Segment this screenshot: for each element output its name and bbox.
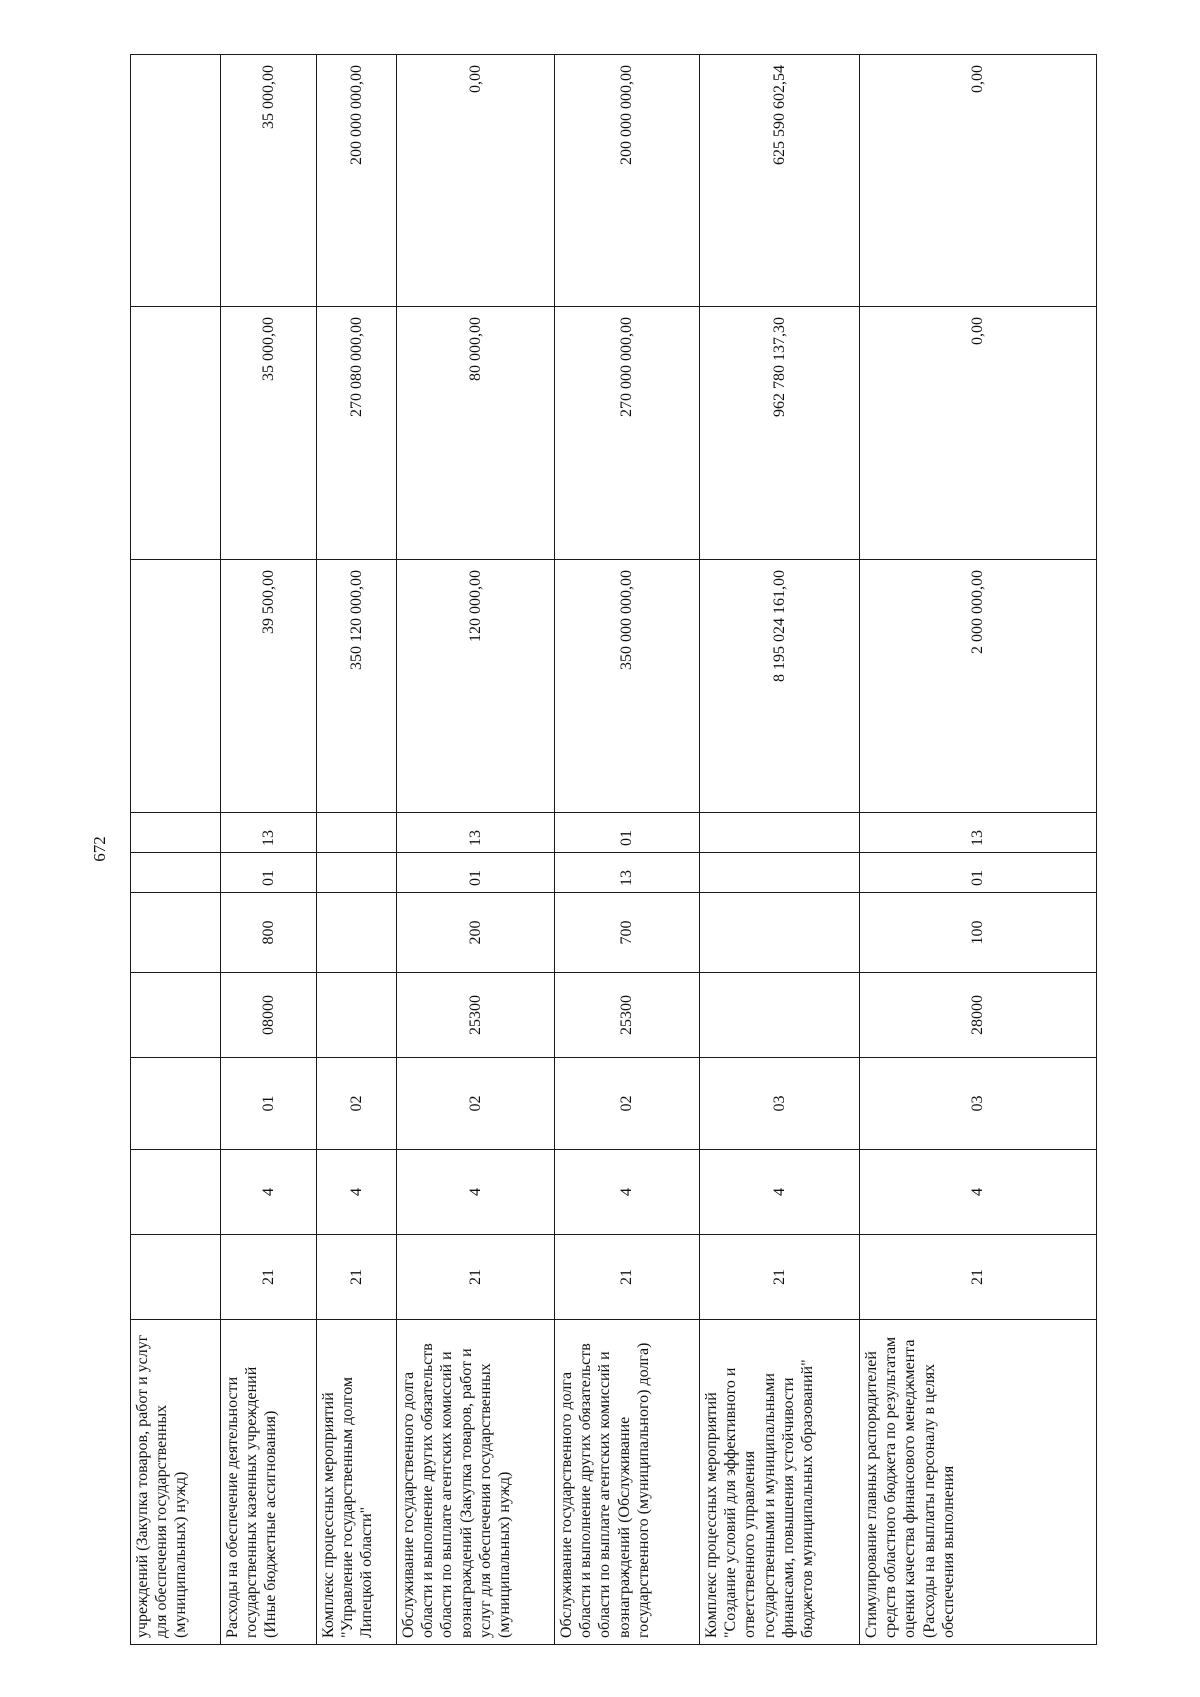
code-direction-cell <box>317 973 397 1058</box>
code-section-cell: 01 <box>860 853 1097 893</box>
amount-year3-cell <box>131 55 221 307</box>
amount-year1-cell: 39 500,00 <box>221 560 317 813</box>
amount-year1-cell <box>131 560 221 813</box>
code-ministry-cell <box>131 1235 221 1320</box>
amount-year3-cell: 35 000,00 <box>221 55 317 307</box>
code-direction-cell: 08000 <box>221 973 317 1058</box>
table-row <box>555 55 700 1645</box>
code-program-cell: 4 <box>700 1150 860 1235</box>
code-section-cell: 01 <box>397 853 555 893</box>
code-complex-cell: 03 <box>860 1058 1097 1150</box>
code-direction-cell <box>131 973 221 1058</box>
code-ministry-cell: 21 <box>555 1235 700 1320</box>
code-ministry-cell: 21 <box>397 1235 555 1320</box>
table-row <box>700 55 860 1645</box>
code-subsection-cell <box>317 813 397 853</box>
code-expense-type-cell <box>131 893 221 973</box>
code-program-cell <box>131 1150 221 1235</box>
code-subsection-cell: 13 <box>397 813 555 853</box>
amount-year3-cell: 0,00 <box>860 55 1097 307</box>
amount-year2-cell: 0,00 <box>860 307 1097 560</box>
amount-year3-cell: 200 000 000,00 <box>317 55 397 307</box>
table-body <box>131 55 1097 1645</box>
code-direction-cell <box>700 973 860 1058</box>
code-program-cell: 4 <box>555 1150 700 1235</box>
code-complex-cell: 03 <box>700 1058 860 1150</box>
amount-year1-cell: 350 120 000,00 <box>317 560 397 813</box>
table-row <box>860 55 1097 1645</box>
amount-year1-cell: 2 000 000,00 <box>860 560 1097 813</box>
description-cell: Расходы на обеспечение деятельности государственных казенных учреждений (Иные бюджетные ассигнования) <box>221 1320 317 1645</box>
description-cell: Стимулирование главных распорядителей средств областного бюджета по результатам оценки качества финансового менеджмента (Расходы на выплаты персоналу в целях обеспечения выполнения <box>860 1320 1097 1645</box>
code-expense-type-cell <box>317 893 397 973</box>
code-expense-type-cell: 800 <box>221 893 317 973</box>
code-ministry-cell: 21 <box>700 1235 860 1320</box>
description-cell: Комплекс процессных мероприятий "Управление государственным долгом Липецкой области" <box>317 1320 397 1645</box>
code-expense-type-cell <box>700 893 860 973</box>
code-direction-cell: 25300 <box>397 973 555 1058</box>
code-section-cell: 01 <box>221 853 317 893</box>
code-subsection-cell: 01 <box>555 813 700 853</box>
amount-year2-cell: 270 080 000,00 <box>317 307 397 560</box>
code-complex-cell <box>131 1058 221 1150</box>
table-row <box>131 55 221 1645</box>
description-cell: Обслуживание государственного долга области и выполнение других обязательств области по выплате агентских комиссий и вознаграждений (Обслуживание государственного (муниципального) долга) <box>555 1320 700 1645</box>
description-cell: учреждений (Закупка товаров, работ и услуг для обеспечения государственных (муниципальных) нужд) <box>131 1320 221 1645</box>
amount-year3-cell: 200 000 000,00 <box>555 55 700 307</box>
amount-year1-cell: 120 000,00 <box>397 560 555 813</box>
code-program-cell: 4 <box>221 1150 317 1235</box>
amount-year2-cell: 35 000,00 <box>221 307 317 560</box>
code-ministry-cell: 21 <box>317 1235 397 1320</box>
table-row <box>397 55 555 1645</box>
page-number: 672 <box>90 836 109 862</box>
amount-year2-cell: 80 000,00 <box>397 307 555 560</box>
code-subsection-cell: 13 <box>221 813 317 853</box>
code-expense-type-cell: 700 <box>555 893 700 973</box>
code-subsection-cell <box>700 813 860 853</box>
code-expense-type-cell: 100 <box>860 893 1097 973</box>
code-expense-type-cell: 200 <box>397 893 555 973</box>
code-section-cell <box>700 853 860 893</box>
budget-table <box>130 54 1097 1645</box>
code-complex-cell: 02 <box>555 1058 700 1150</box>
code-program-cell: 4 <box>860 1150 1097 1235</box>
code-complex-cell: 01 <box>221 1058 317 1150</box>
description-cell: Обслуживание государственного долга области и выполнение других обязательств области по выплате агентских комиссий и вознаграждений (Закупка товаров, работ и услуг для обеспечения государственных (муниципальных) нужд) <box>397 1320 555 1645</box>
code-ministry-cell: 21 <box>860 1235 1097 1320</box>
description-cell: Комплекс процессных мероприятий "Создание условий для эффективного и ответственного управления государственными и муниципальными финансами, повышения устойчивости бюджетов муниципальных образований" <box>700 1320 860 1645</box>
code-program-cell: 4 <box>317 1150 397 1235</box>
code-subsection-cell <box>131 813 221 853</box>
amount-year2-cell: 962 780 137,30 <box>700 307 860 560</box>
code-section-cell <box>317 853 397 893</box>
rotated-table-container <box>130 55 1096 1645</box>
amount-year3-cell: 625 590 602,54 <box>700 55 860 307</box>
amount-year3-cell: 0,00 <box>397 55 555 307</box>
code-ministry-cell: 21 <box>221 1235 317 1320</box>
code-section-cell: 13 <box>555 853 700 893</box>
table-row <box>221 55 317 1645</box>
code-direction-cell: 25300 <box>555 973 700 1058</box>
table-row <box>317 55 397 1645</box>
code-subsection-cell: 13 <box>860 813 1097 853</box>
code-direction-cell: 28000 <box>860 973 1097 1058</box>
amount-year2-cell: 270 000 000,00 <box>555 307 700 560</box>
amount-year1-cell: 350 000 000,00 <box>555 560 700 813</box>
code-complex-cell: 02 <box>317 1058 397 1150</box>
code-complex-cell: 02 <box>397 1058 555 1150</box>
code-section-cell <box>131 853 221 893</box>
code-program-cell: 4 <box>397 1150 555 1235</box>
amount-year2-cell <box>131 307 221 560</box>
amount-year1-cell: 8 195 024 161,00 <box>700 560 860 813</box>
